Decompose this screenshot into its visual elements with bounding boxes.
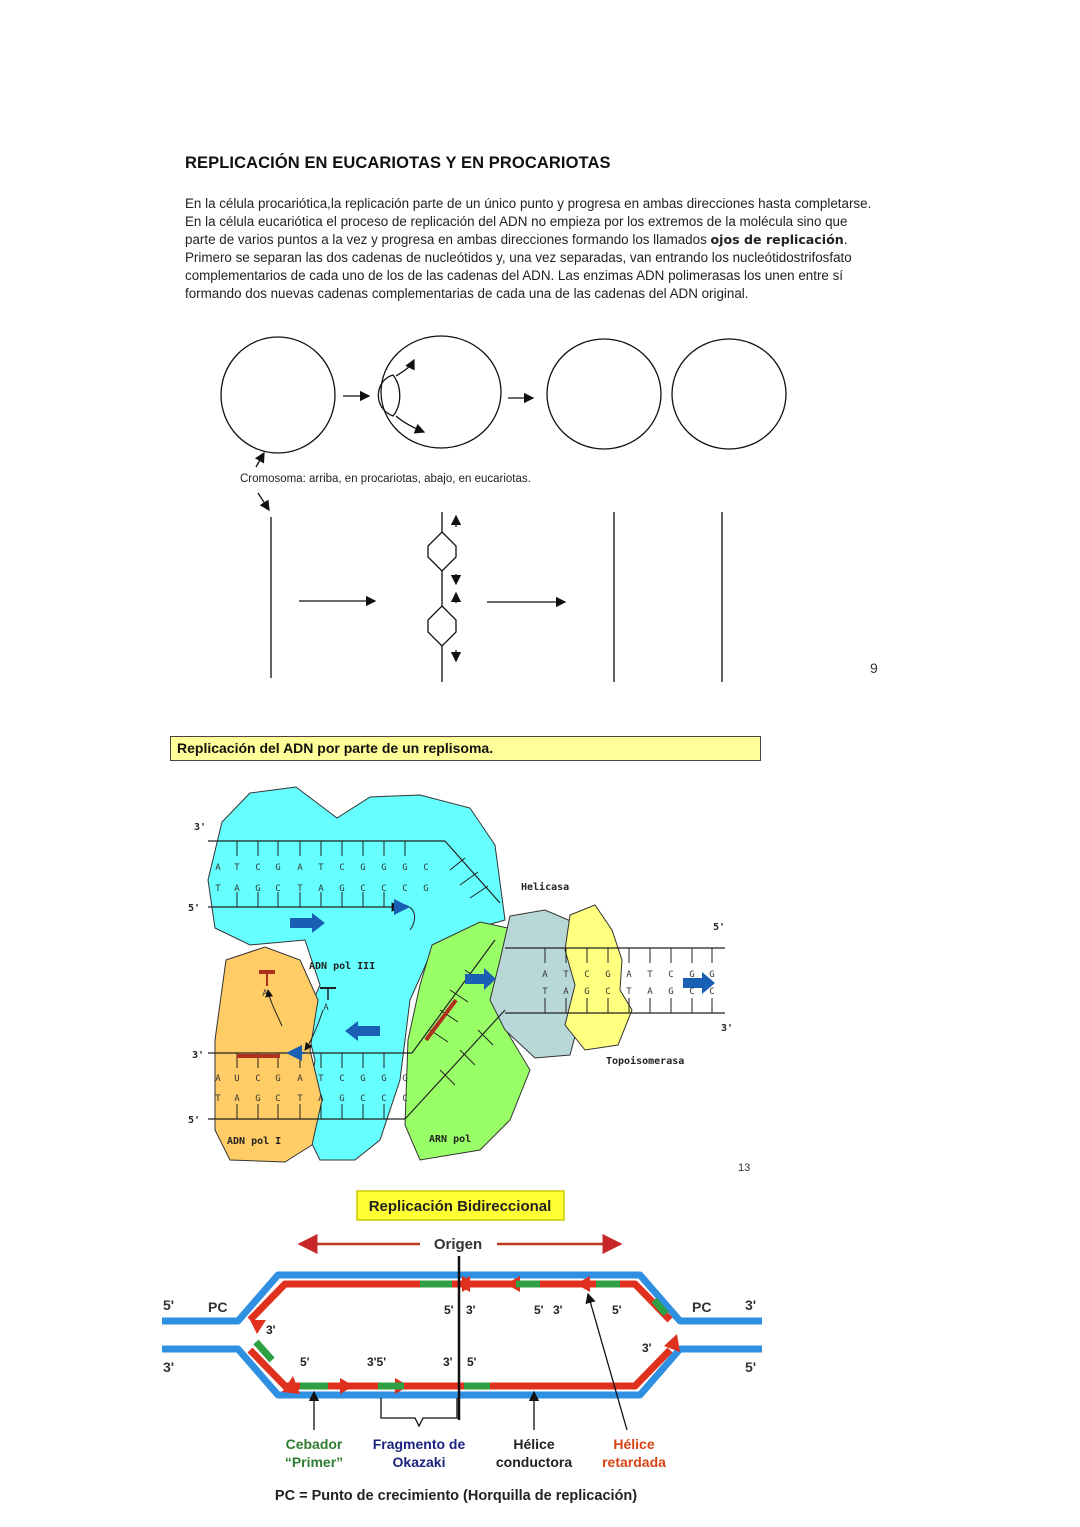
base-letter: A: [215, 863, 221, 873]
base-letter: A: [318, 1094, 324, 1104]
legend-conductora-1: Hélice: [513, 1436, 555, 1452]
base-letter: A: [234, 884, 240, 894]
base-letter: C: [255, 863, 261, 873]
pc-label-right: PC: [692, 1299, 712, 1315]
intro-bold-term: ojos de replicación: [710, 232, 844, 247]
base-letter: G: [402, 1074, 408, 1084]
base-letter: T: [647, 970, 653, 980]
base-letter: G: [339, 884, 345, 894]
inner-label: 3': [642, 1341, 652, 1355]
replisome-end-label: 5': [188, 903, 201, 914]
inner-label: 5': [444, 1303, 454, 1317]
base-letter: A: [318, 884, 324, 894]
inner-label: 5': [612, 1303, 622, 1317]
inner-label: 5': [467, 1355, 477, 1369]
base-letter: G: [402, 863, 408, 873]
inner-label: 3': [443, 1355, 453, 1369]
replisome-end-label: 5': [713, 922, 726, 933]
base-letter: G: [381, 1074, 387, 1084]
topoisomerasa-label: Topoisomerasa: [606, 1056, 685, 1067]
helicasa-label: Helicasa: [521, 882, 570, 893]
legend-retardada-2: retardada: [602, 1454, 666, 1470]
primer-base: A: [262, 989, 268, 999]
base-letter: G: [275, 863, 281, 873]
base-letter: G: [360, 1074, 366, 1084]
replisome-end-label: 5': [188, 1115, 201, 1126]
base-letter: T: [318, 1074, 324, 1084]
base-letter: C: [339, 863, 345, 873]
base-letter: C: [381, 1094, 387, 1104]
base-letter: C: [381, 884, 387, 894]
base-letter: T: [215, 1094, 221, 1104]
base-letter: A: [626, 970, 632, 980]
base-letter: A: [215, 1074, 221, 1084]
base-letter: C: [402, 1094, 408, 1104]
base-letter: G: [360, 863, 366, 873]
adn-pol-iii-label: ADN pol III: [309, 961, 376, 972]
base-letter: T: [563, 970, 569, 980]
base-letter: A: [647, 987, 653, 997]
base-letter: G: [584, 987, 590, 997]
legend-retardada-1: Hélice: [613, 1436, 655, 1452]
base-letter: C: [709, 987, 715, 997]
base-letter: T: [215, 884, 221, 894]
base-letter: T: [297, 1094, 303, 1104]
base-letter: C: [402, 884, 408, 894]
base-letter: T: [626, 987, 632, 997]
inner-label: 3'5': [367, 1355, 387, 1369]
replisome-banner: Replicación del ADN por parte de un replisoma.: [170, 736, 761, 761]
legend-conductora-2: conductora: [495, 1454, 573, 1470]
base-letter: C: [689, 987, 695, 997]
base-letter: C: [584, 970, 590, 980]
base-letter: G: [605, 970, 611, 980]
intro-text-2: . Primero se separan las dos cadenas de nucleótidos y, una vez separadas, van entrando los nucleótidostrifosfato complementarios de cada uno de los de las cadenas del ADN. Las enzimas ADN polimerasas los unen entre sí formando dos nuevas cadenas complementarias de cada una de las cadenas del ADN original.: [185, 232, 852, 301]
base-letter: G: [709, 970, 715, 980]
strand-arrowheads: [250, 1276, 680, 1394]
base-letter: T: [318, 863, 324, 873]
end-label: 5': [163, 1297, 175, 1313]
bidireccional-title: Replicación Bidireccional: [368, 1198, 552, 1215]
inner-label: 5': [534, 1303, 544, 1317]
base-letter: G: [275, 1074, 281, 1084]
base-letter: T: [542, 987, 548, 997]
base-letter: G: [339, 1094, 345, 1104]
pc-label-left: PC: [208, 1299, 228, 1315]
replisome-end-label: 3': [192, 1050, 205, 1061]
base-letter: G: [689, 970, 695, 980]
arn-pol-label: ARN pol: [429, 1134, 472, 1145]
base-letter: T: [297, 884, 303, 894]
end-label: 5': [745, 1359, 757, 1375]
base-letter: C: [605, 987, 611, 997]
inner-label: 3': [553, 1303, 563, 1317]
base-letter: A: [297, 1074, 303, 1084]
base-letter: C: [339, 1074, 345, 1084]
bidireccional-footer: PC = Punto de crecimiento (Horquilla de replicación): [274, 1488, 638, 1504]
base-letter: A: [542, 970, 548, 980]
legend-primer: “Primer”: [284, 1454, 344, 1470]
chromosome-caption: Cromosoma: arriba, en procariotas, abajo, en eucariotas.: [240, 473, 531, 485]
origin-label: Origen: [433, 1236, 483, 1253]
base-letter: A: [234, 1094, 240, 1104]
base-letter: C: [668, 970, 674, 980]
base-letter: T: [234, 863, 240, 873]
primer-segments: [256, 1284, 666, 1386]
inner-label: 5': [300, 1355, 310, 1369]
legend-cebador: Cebador: [285, 1436, 343, 1452]
base-letter: G: [255, 884, 261, 894]
legend-fragmento: Fragmento de: [372, 1436, 466, 1452]
inner-label: 3': [266, 1323, 276, 1337]
base-letter: C: [275, 884, 281, 894]
base-letter: C: [360, 1094, 366, 1104]
base-letter: G: [668, 987, 674, 997]
legend-okazaki: Okazaki: [392, 1454, 446, 1470]
base-letter: C: [255, 1074, 261, 1084]
adn-pol-i-label: ADN pol I: [227, 1136, 282, 1147]
end-label: 3': [163, 1359, 175, 1375]
inner-label: 3': [466, 1303, 476, 1317]
base-letter: A: [563, 987, 569, 997]
base-letter: C: [275, 1094, 281, 1104]
primer-base: A: [323, 1003, 329, 1013]
replisome-end-label: 3': [721, 1023, 734, 1034]
base-letter: G: [381, 863, 387, 873]
page-title: REPLICACIÓN EN EUCARIOTAS Y EN PROCARIOTAS: [185, 154, 611, 172]
intro-text-1: En la célula procariótica,la replicación parte de un único punto y progresa en ambas direcciones hasta completarse. En la célula eucariótica el proceso de replicación del ADN no empieza por los extremos de la molécula sino que parte de varios puntos a la vez y progresa en ambas direcciones formando los llamados: [185, 196, 872, 247]
parental-strands: [162, 1275, 762, 1395]
page-number: 13: [738, 1162, 751, 1174]
base-letter: C: [423, 863, 429, 873]
replisome-end-label: 3': [194, 822, 207, 833]
page-number: 9: [870, 660, 878, 676]
base-letter: C: [360, 884, 366, 894]
base-letter: G: [423, 884, 429, 894]
base-letter: G: [255, 1094, 261, 1104]
end-label: 3': [745, 1297, 757, 1313]
base-letter: U: [234, 1074, 240, 1084]
base-letter: A: [297, 863, 303, 873]
